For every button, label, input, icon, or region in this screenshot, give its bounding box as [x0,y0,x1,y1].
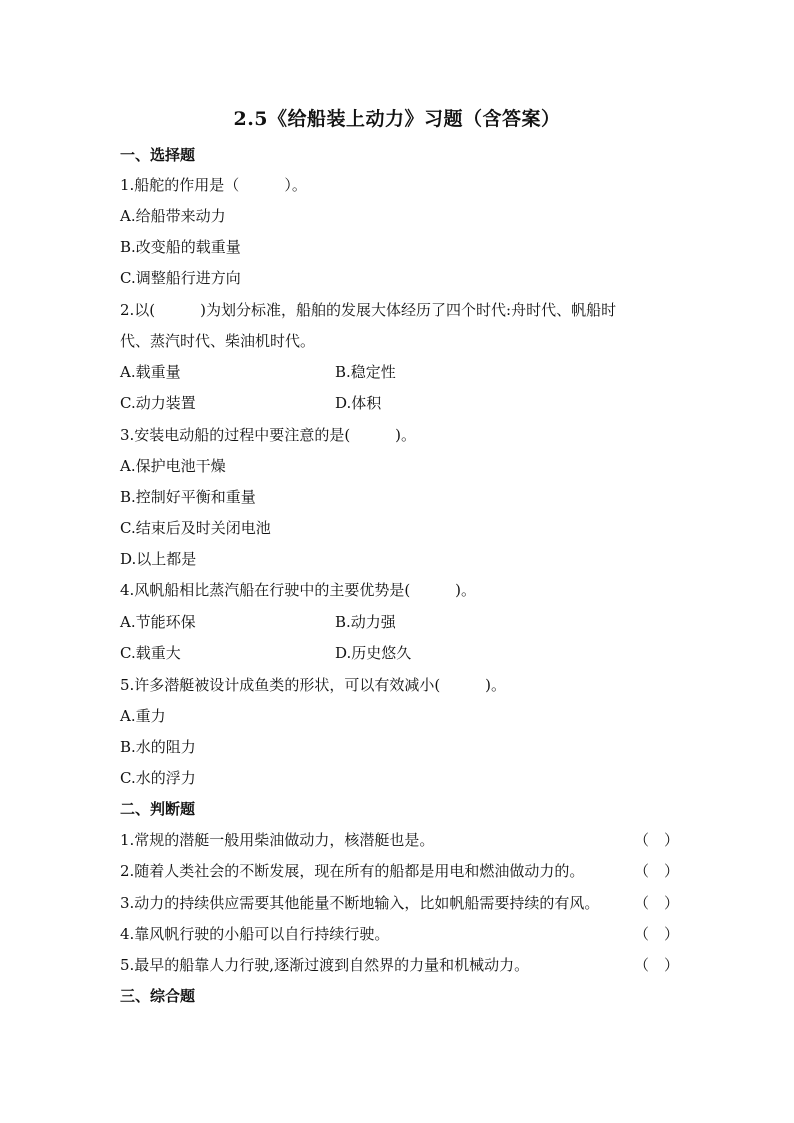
judge-answer-bracket-5: （ ） [634,956,680,974]
question-2-option-c: C.动力装置 [120,394,196,412]
question-4-option-c: C.载重大 [120,644,181,662]
question-5-option-a: A.重力 [120,707,166,725]
question-1-option-a: A.给船带来动力 [120,207,226,225]
judge-answer-bracket-1: （ ） [634,831,680,849]
section-heading-comprehensive: 三、综合题 [120,987,196,1005]
question-2-option-b: B.稳定性 [335,363,396,381]
question-1-stem: 1.船舵的作用是（ ）。 [120,176,307,194]
judge-answer-bracket-4: （ ） [634,925,680,943]
question-2-option-d: D.体积 [335,394,382,412]
question-4-option-d: D.历史悠久 [335,644,412,662]
question-4-stem: 4.风帆船相比蒸汽船在行驶中的主要优势是( )。 [120,581,477,599]
question-4-option-b: B.动力强 [335,613,396,631]
question-5-option-b: B.水的阻力 [120,738,196,756]
question-3-option-a: A.保护电池干燥 [120,457,226,475]
judge-item-1: 1.常规的潜艇一般用柴油做动力，核潜艇也是。 [120,831,435,849]
question-2-stem-line2: 代、蒸汽时代、柴油机时代。 [120,332,316,350]
judge-item-5: 5.最早的船靠人力行驶,逐渐过渡到自然界的力量和机械动力。 [120,956,530,974]
question-5-option-c: C.水的浮力 [120,769,196,787]
question-3-option-c: C.结束后及时关闭电池 [120,519,271,537]
question-3-option-d: D.以上都是 [120,550,197,568]
section-heading-choice: 一、选择题 [120,146,196,164]
question-4-option-a: A.节能环保 [120,613,196,631]
question-1-option-b: B.改变船的载重量 [120,238,241,256]
judge-answer-bracket-2: （ ） [634,862,680,880]
question-1-option-c: C.调整船行进方向 [120,269,241,287]
section-heading-judge: 二、判断题 [120,800,196,818]
judge-item-2: 2.随着人类社会的不断发展，现在所有的船都是用电和燃油做动力的。 [120,862,585,880]
question-5-stem: 5.许多潜艇被设计成鱼类的形状，可以有效减小( )。 [120,676,507,694]
judge-answer-bracket-3: （ ） [634,894,680,912]
question-2-option-a: A.载重量 [120,363,181,381]
judge-item-3: 3.动力的持续供应需要其他能量不断地输入，比如帆船需要持续的有风。 [120,894,600,912]
question-2-stem-line1: 2.以( )为划分标准，船舶的发展大体经历了四个时代:舟时代、帆船时 [120,301,617,319]
question-3-stem: 3.安装电动船的过程中要注意的是( )。 [120,426,417,444]
question-3-option-b: B.控制好平衡和重量 [120,488,256,506]
page-title: 2.5《给船装上动力》习题（含答案） [233,108,561,130]
judge-item-4: 4.靠风帆行驶的小船可以自行持续行驶。 [120,925,390,943]
